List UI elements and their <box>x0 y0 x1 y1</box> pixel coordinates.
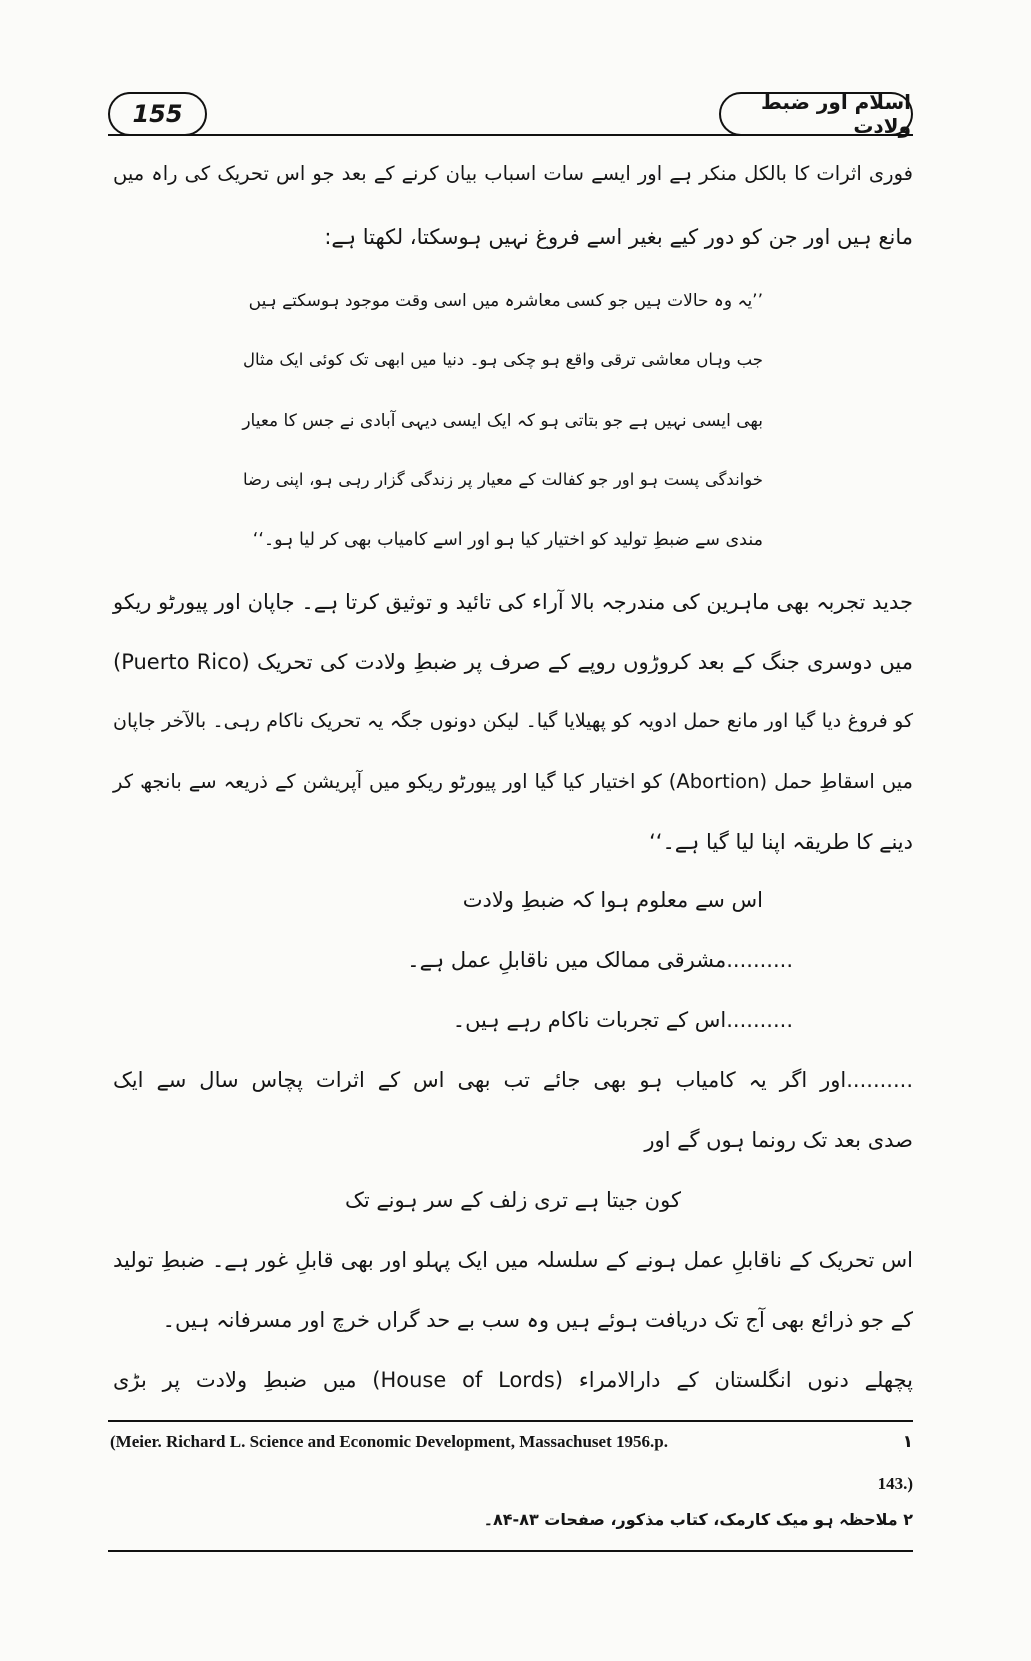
body-line: فوری اثرات کا بالکل منکر ہے اور ایسے سات اسباب بیان کرنے کے بعد جو اس تحریک کی راہ میں <box>113 162 913 185</box>
list-item: ..........اور اگر یہ کامیاب ہو بھی جائے تب بھی اس کے اثرات پچاس سال سے ایک <box>113 1068 913 1092</box>
list-item: ..........مشرقی ممالک میں ناقابلِ عمل ہے۔ <box>407 948 793 972</box>
footnote-rule <box>108 1420 913 1422</box>
footnote-2: ۲ ملاحظہ ہو میک کارمک، کتاب مذکور، صفحات ۸۳-۸۴۔ <box>483 1510 913 1529</box>
quote-line: جب وہاں معاشی ترقی واقع ہو چکی ہو۔ دنیا میں ابھی تک کوئی ایک مثال <box>243 350 763 369</box>
quote-line: مندی سے ضبطِ تولید کو اختیار کیا ہو اور اسے کامیاب بھی کر لیا ہو۔‘‘ <box>252 530 763 550</box>
quote-line: ’’یہ وہ حالات ہیں جو کسی معاشرہ میں اسی وقت موجود ہوسکتے ہیں <box>248 291 763 311</box>
body-line: اس تحریک کے ناقابلِ عمل ہونے کے سلسلہ میں ایک پہلو اور بھی قابلِ غور ہے۔ ضبطِ تولید <box>113 1248 913 1272</box>
running-title: اسلام اور ضبط ولادت <box>761 90 911 138</box>
body-line: کے جو ذرائع بھی آج تک دریافت ہوئے ہیں وہ سب بے حد گراں خرچ اور مسرفانہ ہیں۔ <box>162 1308 913 1332</box>
body-line: مانع ہیں اور جن کو دور کیے بغیر اسے فروغ نہیں ہوسکتا، لکھتا ہے: <box>324 225 913 249</box>
page-number-badge <box>108 92 207 136</box>
page-header <box>108 88 913 148</box>
body-line: میں اسقاطِ حمل (Abortion) کو اختیار کیا گیا اور پیورٹو ریکو میں آپریشن کے ذریعہ سے بانجھ کر <box>113 770 914 793</box>
body-line: صدی بعد تک رونما ہوں گے اور <box>644 1128 913 1152</box>
list-item: ..........اس کے تجربات ناکام رہے ہیں۔ <box>452 1008 793 1032</box>
body-line: جدید تجربہ بھی ماہرین کی مندرجہ بالا آراء کی تائید و توثیق کرتا ہے۔ جاپان اور پیورٹو ریکو <box>113 590 913 614</box>
quote-line: خواندگی پست ہو اور جو کفالت کے معیار پر زندگی گزار رہی ہو، اپنی رضا <box>243 470 763 489</box>
footnote-marker: ۱ <box>902 1432 913 1452</box>
body-line: (Puerto Rico) میں دوسری جنگ کے بعد کروڑوں روپے کے صرف پر ضبطِ ولادت کی تحریک <box>113 650 913 674</box>
quote-line: بھی ایسی نہیں ہے جو بتاتی ہو کہ ایک ایسی دیہی آبادی نے جس کا معیار <box>242 411 763 431</box>
page-number: 155 <box>132 100 183 128</box>
header-rule <box>108 134 913 136</box>
footnote-1-continued: 143.) <box>877 1474 913 1493</box>
footnote-1: (Meier. Richard L. Science and Economic Development, Massachuset 1956.p. <box>110 1432 668 1451</box>
running-title-badge <box>719 92 913 136</box>
verse-line: کون جیتا ہے تری زلف کے سر ہونے تک <box>345 1188 681 1212</box>
list-intro: اس سے معلوم ہوا کہ ضبطِ ولادت <box>462 888 763 912</box>
body-line: کو فروغ دیا گیا اور مانع حمل ادویہ کو پھیلایا گیا۔ لیکن دونوں جگہ یہ تحریک ناکام رہی۔ بالآخر جاپان <box>113 710 913 732</box>
bottom-rule <box>108 1550 913 1552</box>
body-line: دینے کا طریقہ اپنا لیا گیا ہے۔‘‘ <box>649 830 913 854</box>
body-line: پچھلے دنوں انگلستان کے دارالامراء (House of Lords) میں ضبطِ ولادت پر بڑی <box>113 1368 913 1392</box>
